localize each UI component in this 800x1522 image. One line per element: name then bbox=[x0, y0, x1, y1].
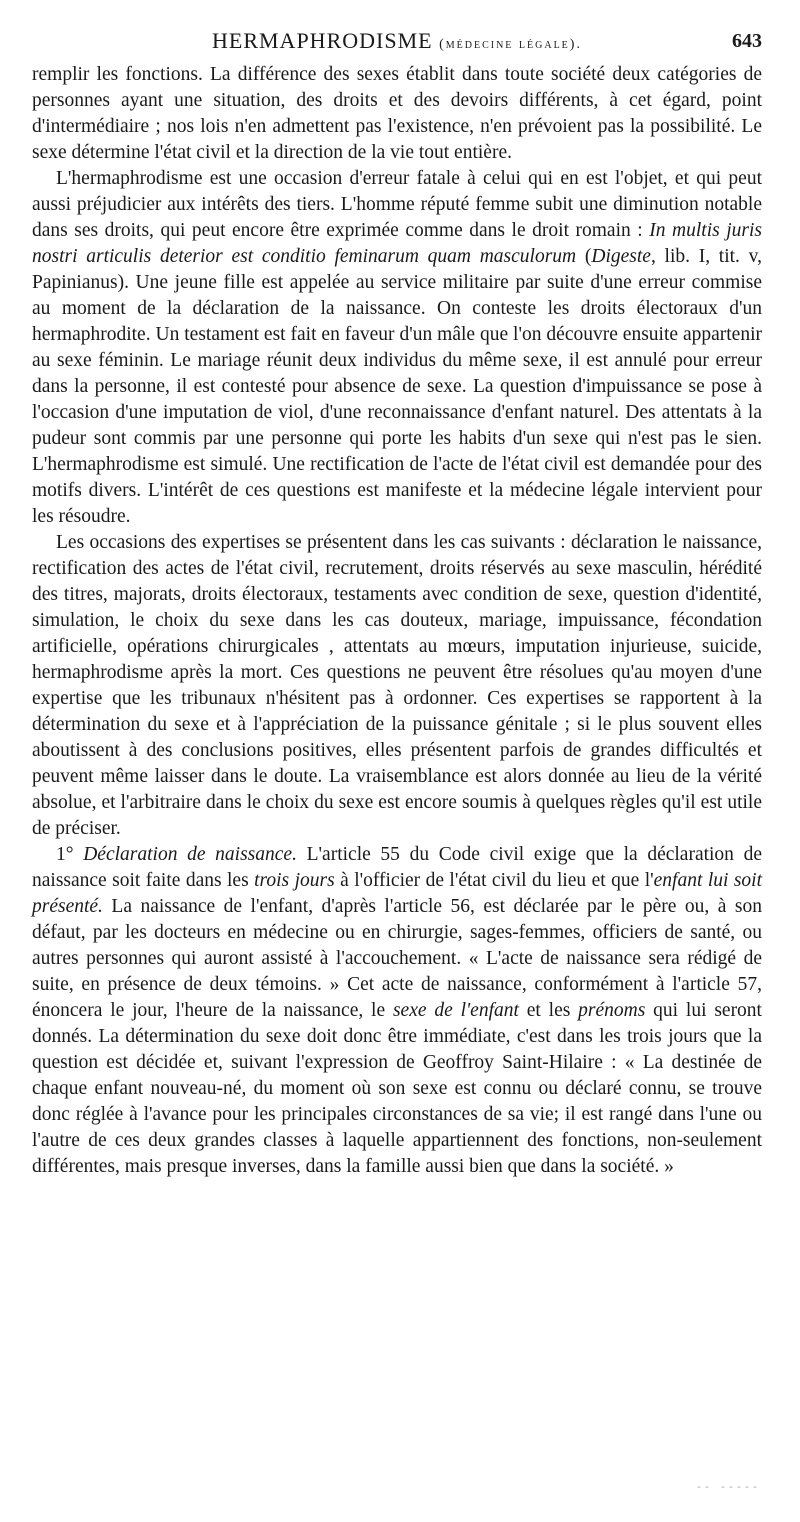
italic-run: sexe de l'enfant bbox=[392, 1000, 519, 1021]
text-run: L'article 55 du Code civil exige que la déclaration de naissance soit faite dans les bbox=[32, 844, 763, 891]
text-run: La naissance de l'enfant, d'après l'article 56, est déclarée par le père ou, à son défaut, par les docteurs en médecine ou en chirurgie, sages-femmes, officiers de santé, ou autres personnes qui auront assisté à l'accouchement. « L'acte de naissance sera rédigé de suite, en présence de deux témoins. » Cet acte de naissance, conformément à l'article 57, énoncera le jour, l'heure de la naissance, le bbox=[32, 896, 762, 1021]
italic-run: Digeste bbox=[591, 246, 651, 267]
paragraph bbox=[32, 530, 762, 842]
text-run: qui lui seront donnés. La détermination du sexe doit donc être immédiate, c'est dans les trois jours que la question est décidée et, suivant l'expression de Geoffroy Saint-Hilaire : « La destinée de chaque enfant nouveau-né, du moment où son sexe est connu ou déclaré connu, se trouve donc réglée à l'avance pour les principales circonstances de sa vie; il est rangé dans l'une ou l'autre de ces deux grandes classes à laquelle appartiennent des fonctions, non-seulement différentes, mais presque inverses, dans la famille aussi bien que dans la société. » bbox=[32, 1000, 762, 1177]
paragraph bbox=[32, 842, 762, 1180]
running-title bbox=[212, 28, 582, 54]
text-run: Les occasions des expertises se présentent dans les cas suivants : déclaration le naissance, rectification des actes de l'état civil, recrutement, droits réservés au sexe masculin, hérédité des titres, majorats, droits électoraux, testaments avec condition de sexe, question d'identité, simulation, le choix du sexe dans les cas douteux, mariage, impuissance, fécondation artificielle, opérations chirurgicales , attentats au mœurs, imputation injurieuse, suicide, hermaphrodisme après la mort. Ces questions ne peuvent être résolues qu'au moyen d'une expertise que les tribunaux n'hésitent pas à ordonner. Ces expertises se rapportent à la détermination du sexe et à l'appréciation de la puissance génitale ; si le plus souvent elles aboutissent à des conclusions positives, elles présentent parfois de grandes difficultés et peuvent même laisser dans le doute. La vraisemblance est alors donnée au lieu de la vérité absolue, et l'arbitraire dans le choix du sexe est encore soumis à quelques règles qu'il est utile de préciser. bbox=[32, 532, 762, 839]
header-subtitle: (médecine légale). bbox=[439, 37, 582, 52]
text-run: , lib. I, tit. v, Papinianus). Une jeune fille est appelée au service militaire par suite d'une erreur commise au moment de la déclaration de la naissance. On conteste les droits électoraux d'un hermaphrodite. Un testament est fait en faveur d'un mâle que l'on découvre ensuite appartenir au sexe féminin. Le mariage réunit deux individus du même sexe, il est annulé pour erreur dans la personne, il est contesté pour absence de sexe. La question d'impuissance se pose à l'occasion d'une imputation de viol, d'une reconnaissance d'enfant naturel. Des attentats à la pudeur sont commis par une personne qui porte les habits d'un sexe qui n'est pas le sien. L'hermaphrodisme est simulé. Une rectification de l'acte de l'état civil est demandée pour des motifs divers. L'intérêt de ces questions est manifeste et la médecine légale intervient pour les résoudre. bbox=[32, 246, 762, 527]
text-run: remplir les fonctions. La différence des sexes établit dans toute société deux catégories de personnes ayant une situation, des droits et des devoirs différents, à cet égard, point d'intermédiaire ; nos lois n'en admettent pas l'existence, n'en prévoient pas la possibilité. Le sexe détermine l'état civil et la direction de la vie tout entière. bbox=[32, 64, 762, 163]
body-text bbox=[32, 62, 762, 1180]
text-run: à l'officier de l'état civil du lieu et que l' bbox=[334, 870, 654, 891]
paragraph bbox=[32, 62, 762, 166]
paragraph bbox=[32, 166, 762, 530]
text-run: 1° bbox=[56, 844, 84, 865]
italic-run: trois jours bbox=[254, 870, 335, 891]
italic-run: enfant lui soit présenté. bbox=[32, 870, 763, 917]
italic-run: Déclaration de naissance. bbox=[83, 844, 297, 865]
text-run: et les bbox=[518, 1000, 579, 1021]
running-header bbox=[32, 28, 762, 64]
text-run: L'hermaphrodisme est une occasion d'erreur fatale à celui qui en est l'objet, et qui peut aussi préjudicier aux intérêts des tiers. L'homme réputé femme subit une diminution notable dans ses droits, qui peut encore être exprimée comme dans le droit romain : bbox=[32, 168, 762, 241]
header-title: HERMAPHRODISME bbox=[212, 28, 433, 53]
page-number: 643 bbox=[732, 30, 762, 52]
italic-run: In multis juris nostri articulis deterior est conditio feminarum quam masculorum bbox=[32, 220, 762, 267]
footer-mark: -- ----- bbox=[695, 1483, 760, 1494]
text-run: ( bbox=[576, 246, 592, 267]
italic-run: prénoms bbox=[578, 1000, 646, 1021]
